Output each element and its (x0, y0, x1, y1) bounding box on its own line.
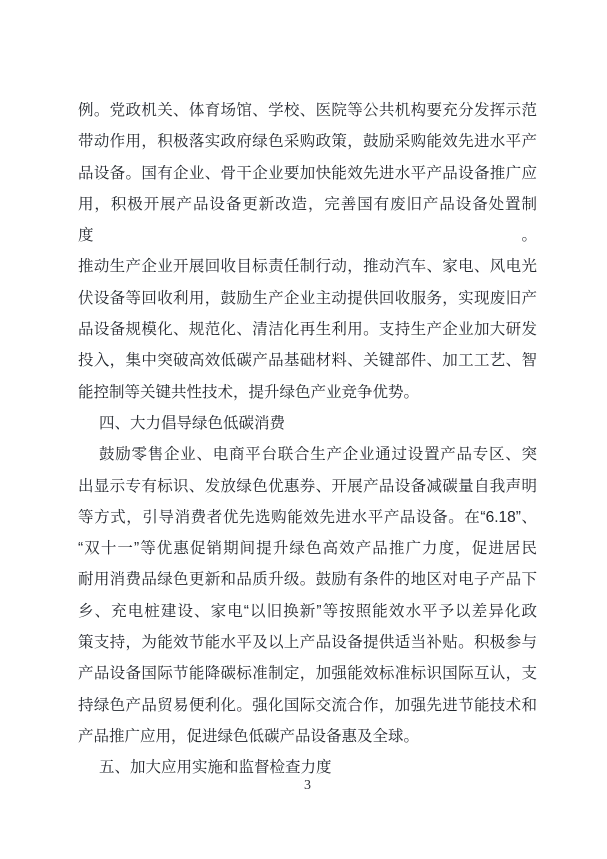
text-line: 品设备规模化、规范化、清洁化再生利用。支持生产企业加大研发 (78, 321, 537, 339)
heading-text: 五、加大应用实施和监督检查力度 (99, 759, 332, 777)
text-line: “双十一”等优惠促销期间提升绿色高效产品推广力度，促进居民 (78, 540, 537, 558)
paragraph (78, 439, 537, 752)
heading-text: 四、大力倡导绿色低碳消费 (99, 414, 286, 432)
text-line: 带动作用，积极落实政府绿色采购政策，鼓励采购能效先进水平产 (78, 133, 537, 151)
text-line: 产品设备国际节能降碳标准制定，加强能效标准标识国际互认，支 (78, 665, 537, 683)
text-line: 用，积极开展产品设备更新改造，完善国有废旧产品设备处置制度。 (78, 195, 537, 245)
text-line: 例。党政机关、体育场馆、学校、医院等公共机构要充分发挥示范 (78, 102, 537, 119)
text-line: 能控制等关键共性技术，提升绿色产业竞争优势。 (78, 383, 420, 401)
text-line: 品设备。国有企业、骨干企业要加快能效先进水平产品设备推广应 (78, 164, 537, 182)
text-line: 持绿色产品贸易便利化。强化国际交流合作，加强先进节能技术和 (78, 696, 537, 714)
text-line: 产品推广应用，促进绿色低碳产品设备惠及全球。 (78, 727, 420, 745)
text-line: 乡、充电桩建设、家电“以旧换新”等按照能效水平予以差异化政 (78, 602, 537, 620)
text-line: 投入，集中突破高效低碳产品基础材料、关键部件、加工工艺、智 (78, 352, 537, 370)
text-line: 策支持，为能效节能水平及以上产品设备提供适当补贴。积极参与 (78, 634, 537, 652)
section-heading-4 (78, 408, 537, 439)
text-line: 耐用消费品绿色更新和品质升级。鼓励有条件的地区对电子产品下 (78, 571, 537, 589)
text-line: 出显示专有标识、发放绿色优惠券、开展产品设备减碳量自我声明 (78, 477, 537, 495)
text-line: 伏设备等回收利用，鼓励生产企业主动提供回收服务，实现废旧产 (78, 289, 537, 307)
text-line: 推动生产企业开展回收目标责任制行动，推动汽车、家电、风电光 (78, 258, 537, 276)
text-line: 等方式，引导消费者优先选购能效先进水平产品设备。在“6.18”、 (78, 508, 537, 526)
text-block (78, 95, 537, 784)
text-line: 鼓励零售企业、电商平台联合生产企业通过设置产品专区、突 (99, 446, 537, 464)
page-number: 3 (304, 778, 311, 793)
paragraph (78, 95, 537, 408)
